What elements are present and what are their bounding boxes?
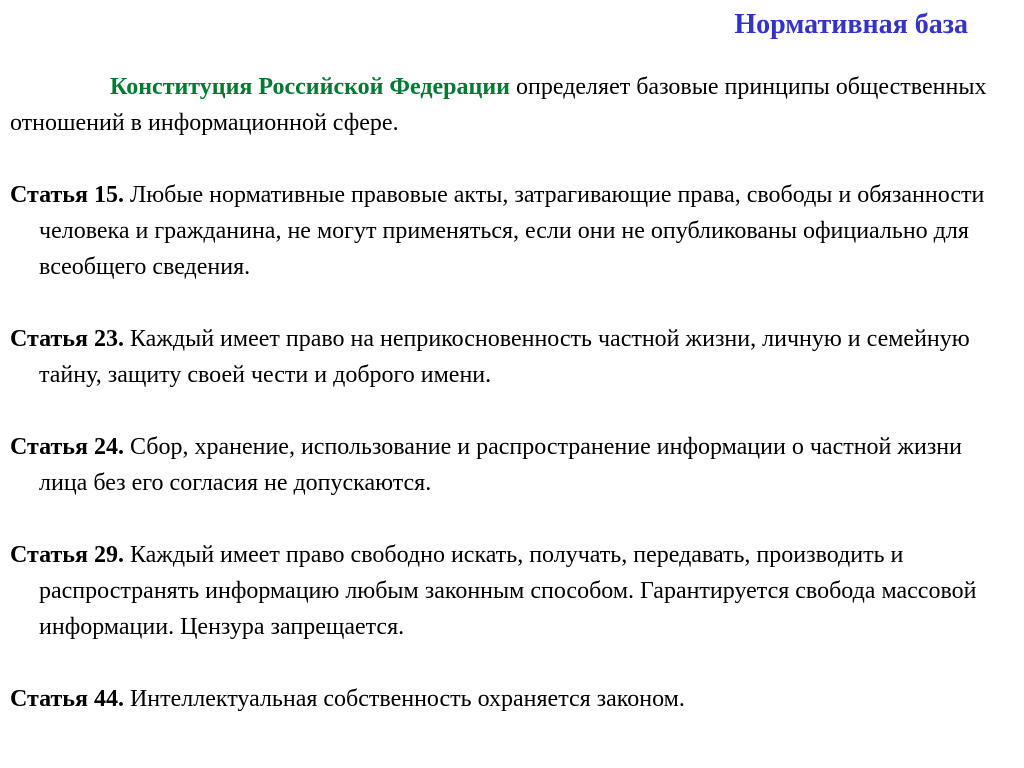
article-44 — [10, 681, 1014, 717]
article-text: Любые нормативные правовые акты, затрагивающие права, свободы и обязанности человека и гражданина, не могут применяться, если они не опубликованы официально для всеобщего сведения. — [39, 182, 985, 280]
article-label: Статья 44. — [10, 686, 124, 712]
article-label: Статья 15. — [10, 182, 124, 208]
article-label: Статья 23. — [10, 326, 124, 352]
intro-text: определяет базовые принципы общественных отношений в информационной сфере. — [10, 74, 987, 136]
intro-paragraph — [10, 69, 1014, 141]
article-text: Сбор, хранение, использование и распространение информации о частной жизни лица без его согласия не допускаются. — [39, 434, 962, 496]
article-text: Интеллектуальная собственность охраняется законом. — [129, 686, 685, 712]
constitution-highlight: Конституция Российской Федерации — [110, 74, 511, 100]
article-text: Каждый имеет право на неприкосновенность частной жизни, личную и семейную тайну, защиту своей чести и доброго имени. — [39, 326, 970, 388]
slide-title: Нормативная база — [734, 9, 968, 40]
article-label: Статья 24. — [10, 434, 124, 460]
article-29 — [10, 537, 1014, 645]
article-text: Каждый имеет право свободно искать, получать, передавать, производить и распространять информацию любым законным способом. Гарантируется свобода массовой информации. Цензура запрещается. — [39, 542, 977, 640]
slide-body — [10, 69, 1014, 717]
article-24 — [10, 429, 1014, 501]
article-23 — [10, 321, 1014, 393]
article-label: Статья 29. — [10, 542, 124, 568]
article-15 — [10, 177, 1014, 285]
